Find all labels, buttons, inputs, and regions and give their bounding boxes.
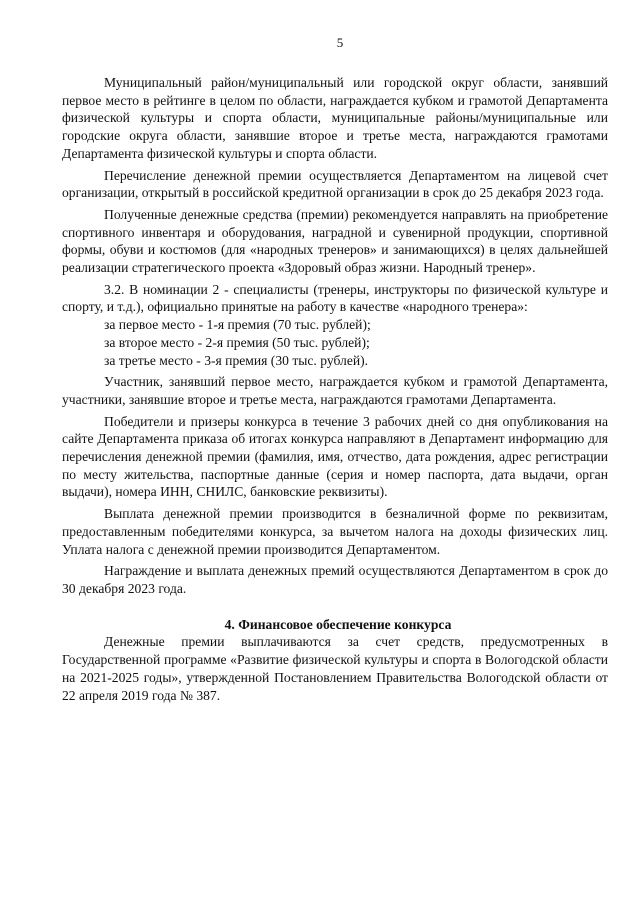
prize-list (62, 316, 608, 369)
paragraph-winners-info: Победители и призеры конкурса в течение 3 рабочих дней со дня опубликования на сайте Департамента приказа об итогах конкурса направляют в Департамент информацию для перечисления денежной премии (фамилия, имя, отчество, дата рождения, адрес регистрации по месту жительства, паспортные данные (серия и номер паспорта, дата выдачи, орган выдачи), номера ИНН, СНИЛС, банковские реквизиты). (62, 413, 608, 500)
page-number: 5 (336, 35, 344, 50)
section-heading: 4. Финансовое обеспечение конкурса (224, 616, 452, 632)
paragraph-funds-usage: Полученные денежные средства (премии) рекомендуется направлять на приобретение спортивного инвентаря и оборудования, наградной и сувенирной продукции, спортивной формы, обуви и костюмов (для «народных тренеров» и занимающихся) в целях дальнейшей реализации стратегического проекта «Здоровый образ жизни. Народный тренер». (62, 206, 608, 276)
paragraph-nomination-2: 3.2. В номинации 2 - специалисты (тренеры, инструкторы по физической культуре и спорту, и т.д.), официально принятые на работу в качестве «народного тренера»: (62, 281, 608, 315)
paragraph-participant-awards: Участник, занявший первое место, награждается кубком и грамотой Департамента, участники, занявшие второе и третье места, награждаются грамотами Департамента. (62, 374, 608, 407)
prize-list-item: за третье место - 3-я премия (30 тыс. рублей). (104, 352, 369, 368)
paragraph-prize-transfer: Перечисление денежной премии осуществляется Департаментом на лицевой счет организации, открытый в российской кредитной организации в срок до 25 декабря 2023 года. (62, 167, 608, 201)
prize-list-item: за второе место - 2-я премия (50 тыс. рублей); (104, 334, 370, 350)
paragraph-district-awards: Муниципальный район/муниципальный или городской округ области, занявший первое место в рейтинге в целом по области, награждается кубком и грамотой Департамента физической культуры и спорта области, муниципальные районы/муниципальные или городские округа области, занявшие второе и третье места, награждаются грамотами Департамента физической культуры и спорта области. (62, 75, 608, 161)
paragraph-payment: Выплата денежной премии производится в безналичной форме по реквизитам, предоставленным победителями конкурса, за вычетом налога на доходы физических лиц. Уплата налога с денежной премии производится Департаментом. (62, 506, 608, 557)
paragraph-award-deadline: Награждение и выплата денежных премий осуществляются Департаментом в срок до 30 декабря 2023 года. (62, 563, 608, 596)
paragraph-financing: Денежные премии выплачиваются за счет средств, предусмотренных в Государственной программе «Развитие физической культуры и спорта в Вологодской области на 2021-2025 годы», утвержденной Постановлением Правительства Вологодской области от 22 апреля 2019 года № 387. (62, 634, 608, 703)
prize-list-item: за первое место - 1-я премия (70 тыс. рублей); (104, 317, 371, 333)
